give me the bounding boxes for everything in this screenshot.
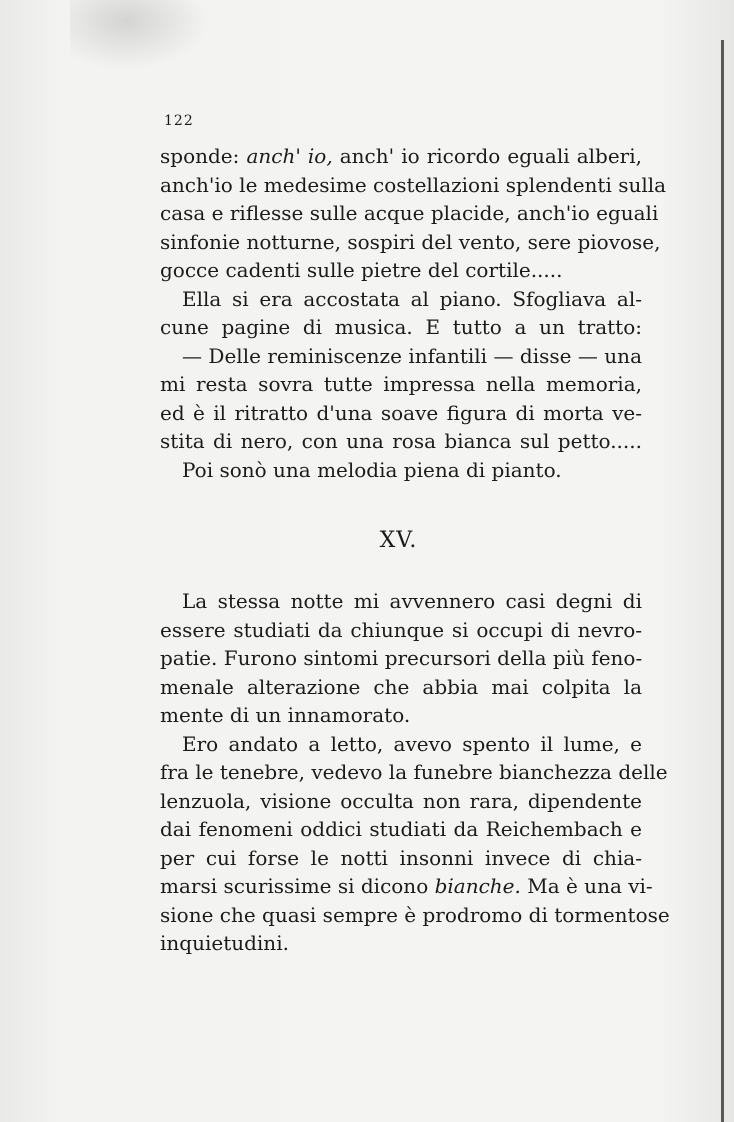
text-line: stita di nero, con una rosa bianca sul petto..... xyxy=(160,429,642,453)
text-line: inquietudini. xyxy=(160,931,289,955)
text-line: cune pagine di musica. E tutto a un tratto: xyxy=(160,315,642,339)
text-line: Poi sonò una melodia piena di pianto. xyxy=(182,457,562,482)
paragraph-block-1 xyxy=(160,142,667,484)
text-line: dai fenomeni oddici studiati da Reichembach e xyxy=(160,817,642,841)
text-line: La stessa notte mi avvennero casi degni di xyxy=(182,589,642,613)
text-line: casa e riflesse sulle acque placide, anch'io eguali xyxy=(160,201,659,225)
text-line: Ero andato a letto, avevo spento il lume, e xyxy=(182,731,642,756)
text-line: menale alterazione che abbia mai colpita la xyxy=(160,674,642,699)
text-line: sponde: anch' io, anch' io ricordo eguali alberi, xyxy=(160,144,642,168)
text-line: sione che quasi sempre è prodromo di tormentose xyxy=(160,902,670,927)
text-line: sinfonie notturne, sospiri del vento, sere piovose, xyxy=(160,229,661,254)
paragraph-block-2 xyxy=(160,587,670,958)
text-line: — Delle reminiscenze infantili — disse — una xyxy=(182,343,642,368)
text-line: per cui forse le notti insonni invece di chia- xyxy=(160,845,642,870)
text-line: marsi scurissime si dicono bianche. Ma è una vi- xyxy=(160,874,653,898)
text-line: mente di un innamorato. xyxy=(160,703,411,727)
text-line: Ella si era accostata al piano. Sfogliava al- xyxy=(182,286,642,311)
text-line: ed è il ritratto d'una soave figura di morta ve- xyxy=(160,400,642,425)
text-line: essere studiati da chiunque si occupi di nevro- xyxy=(160,617,642,642)
text-line: anch'io le medesime costellazioni splendenti sulla xyxy=(160,172,667,197)
page-smudge xyxy=(70,0,210,70)
page-number: 122 xyxy=(164,113,194,129)
page-edge-shadow xyxy=(721,40,724,1122)
text-line: patie. Furono sintomi precursori della più feno- xyxy=(160,646,643,670)
text-line: lenzuola, visione occulta non rara, dipendente xyxy=(160,788,642,813)
text-line: gocce cadenti sulle pietre del cortile..... xyxy=(160,258,563,282)
section-heading: XV. xyxy=(379,528,418,553)
text-line: mi resta sovra tutte impressa nella memoria, xyxy=(160,372,642,396)
text-line: fra le tenebre, vedevo la funebre bianchezza delle xyxy=(160,760,668,784)
